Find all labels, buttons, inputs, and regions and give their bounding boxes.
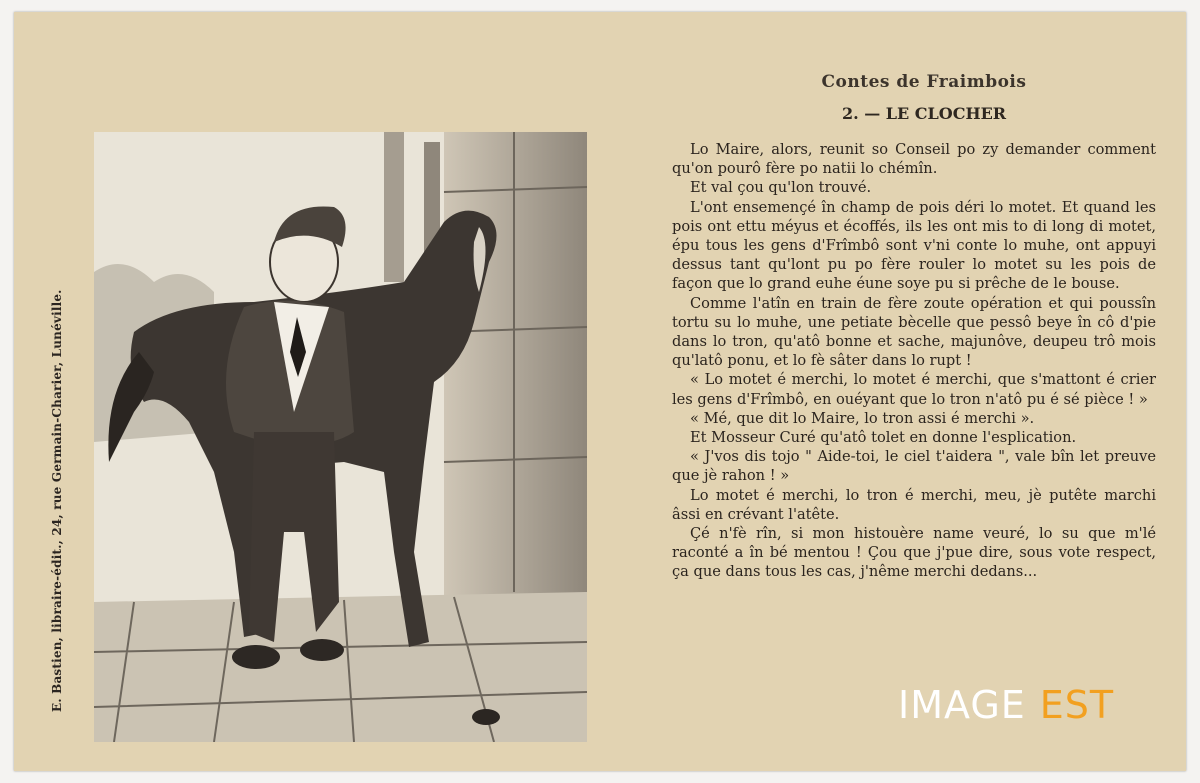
postcard (14, 12, 1186, 771)
man-clog-right (300, 639, 344, 661)
story-series-title: Contes de Fraimbois (821, 72, 1027, 92)
paragraph: Et Mosseur Curé qu'atô tolet en donne l'esplication. (690, 429, 1077, 447)
paragraph: Çé n'fè rîn, si mon histouère name veuré, lo su que m'lé raconté a în bé mentou ! Çou que j'pue dire, sous vote respect, ça que dans tous les cas, j'nême merchi dedans... (672, 525, 1156, 581)
stone-wall (444, 132, 587, 602)
watermark-text-est: EST (1039, 683, 1115, 727)
watermark-text-image: IMAGE (898, 683, 1026, 727)
paragraph: « Lo motet é merchi, lo motet é merchi, que s'mattont é crier les gens d'Frîmbô, en ouéyant que lo tron n'atô pu é sé pièce ! » (672, 371, 1156, 408)
story-chapter-title: 2. — LE CLOCHER (841, 104, 1007, 123)
paragraph: Lo motet é merchi, lo tron é merchi, meu, jè putête marchi âssi en crévant l'atête. (672, 486, 1156, 523)
paragraph: L'ont ensemençé în champ de pois déri lo motet. Et quand les pois ont ettu méyus et écoffés, ils les ont mis to di long di motet, épu tous les gens d'Frîmbô sont v'ni conte lo muhe, ont appuyi dessus tant qu'lont pu po fère rouler lo motet su les pois de façon que lo grand euhe éune soye pu si prêche de le bouse. (672, 198, 1156, 293)
paragraph: Lo Maire, alors, reunit so Conseil po zy demander comment qu'on pourô fère po natii lo chémîn. (672, 141, 1156, 178)
paragraph: Et val çou qu'lon trouvé. (690, 179, 872, 197)
illustration-man-and-horse (94, 132, 587, 742)
paragraph: « Mé, que dit lo Maire, lo tron assi é merchi ». (690, 409, 1035, 427)
story-text (672, 140, 1156, 582)
image-est-watermark (898, 683, 1158, 727)
paragraph: « J'vos dis tojo " Aide-toi, le ciel t'aidera ", vale bîn let preuve que jè rahon ! » (672, 448, 1156, 485)
man-clog-left (232, 645, 280, 669)
paragraph: Comme l'atîn en train de fère zoute opération et qui poussîn tortu su lo muhe, une petiate bècelle que pessô beye în cô d'pie dans lo tron, qu'atô bonne et sache, majunôve, deupeu trô mois qu'latô ponu, et lo fè sâter dans lo rupt ! (672, 294, 1156, 370)
pavement (94, 592, 587, 742)
publisher-credit: E. Bastien, libraire-édit., 24, rue Germain-Charier, Lunéville. (50, 289, 64, 712)
